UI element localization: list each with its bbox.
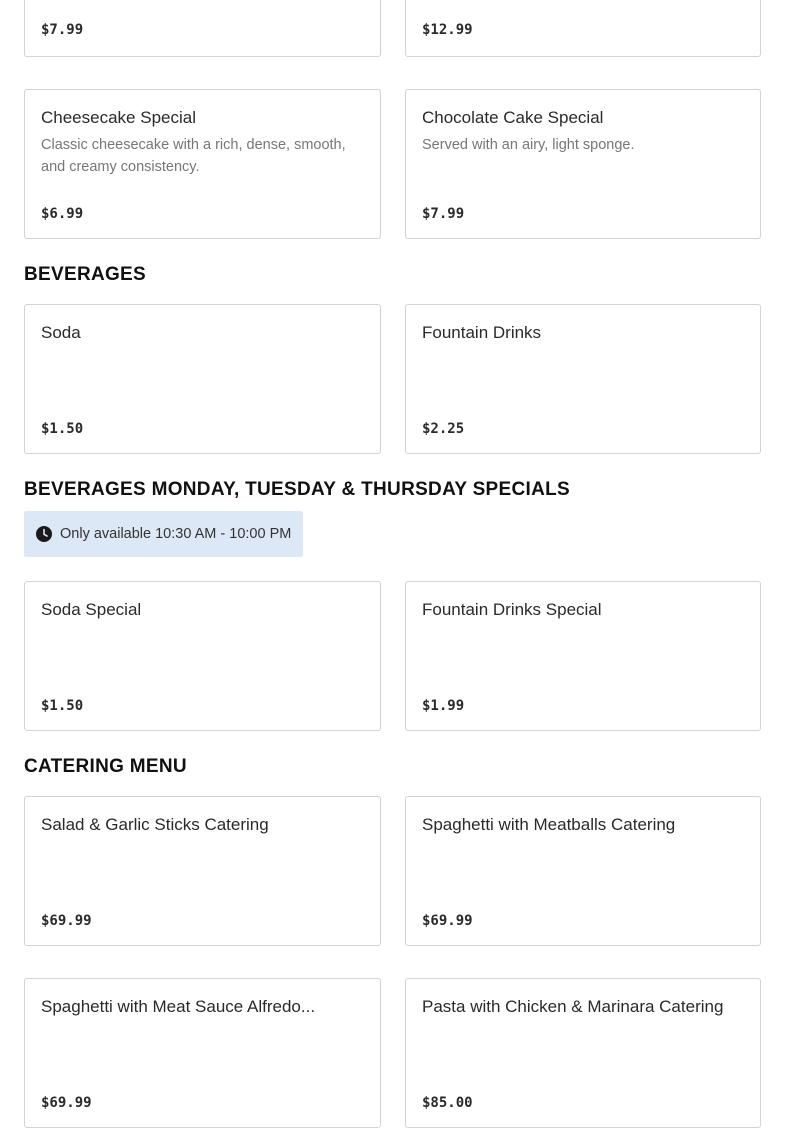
- menu-grid-desserts: [24, 89, 761, 239]
- section-title-beverages: BEVERAGES: [24, 264, 147, 285]
- clock-icon: [36, 526, 52, 542]
- menu-item-price: $69.99: [41, 1095, 92, 1111]
- menu-item-price: $1.50: [41, 421, 84, 437]
- availability-text: Only available 10:30 AM - 10:00 PM: [60, 526, 292, 542]
- menu-item-price: $1.99: [422, 698, 465, 714]
- menu-content: [24, 0, 761, 1128]
- section-title-beverages-specials: BEVERAGES MONDAY, TUESDAY & THURSDAY SPECIALS: [24, 479, 570, 500]
- menu-grid-beverages-specials: [24, 581, 761, 731]
- menu-item-card[interactable]: [405, 89, 761, 239]
- menu-item-name: Chocolate Cake Special: [422, 108, 604, 127]
- menu-item-price: $69.99: [422, 913, 473, 929]
- menu-item-name: Salad & Garlic Sticks Catering: [41, 815, 269, 834]
- menu-item-card[interactable]: [24, 796, 381, 946]
- menu-item-name: Soda: [41, 323, 81, 342]
- menu-item-name: Spaghetti with Meat Sauce Alfredo...: [41, 997, 316, 1016]
- menu-item-price: $1.50: [41, 698, 84, 714]
- menu-item-description: Served with an airy, light sponge.: [422, 137, 635, 153]
- section-title-catering: CATERING MENU: [24, 756, 187, 777]
- menu-item-name: Fountain Drinks: [422, 323, 542, 342]
- menu-grid-beverages: [24, 304, 761, 454]
- menu-item-card[interactable]: [24, 304, 381, 454]
- menu-item-card[interactable]: [24, 581, 381, 731]
- menu-item-name: Fountain Drinks Special: [422, 600, 602, 619]
- menu-item-card[interactable]: [405, 978, 761, 1128]
- menu-grid-catering: [24, 796, 761, 1128]
- menu-item-name: Spaghetti with Meatballs Catering: [422, 815, 676, 834]
- availability-badge: [24, 511, 303, 557]
- menu-item-card[interactable]: [405, 304, 761, 454]
- menu-item-price: $6.99: [41, 206, 84, 222]
- menu-item-name: Cheesecake Special: [41, 108, 196, 127]
- menu-item-price: $2.25: [422, 421, 465, 437]
- menu-item-name: Pasta with Chicken & Marinara Catering: [422, 997, 724, 1016]
- menu-item-card[interactable]: [405, 581, 761, 731]
- menu-item-card[interactable]: [405, 796, 761, 946]
- menu-item-price: $69.99: [41, 913, 92, 929]
- menu-item-name: Soda Special: [41, 600, 142, 619]
- menu-item-description: Classic cheesecake with a rich, dense, smooth, and creamy consistency.: [41, 137, 346, 175]
- menu-item-card[interactable]: [405, 0, 761, 57]
- menu-item-card[interactable]: [24, 978, 381, 1128]
- menu-grid-desserts-top: [24, 0, 761, 57]
- menu-item-price: $85.00: [422, 1095, 473, 1111]
- menu-item-card[interactable]: [24, 0, 381, 57]
- menu-item-card[interactable]: [24, 89, 381, 239]
- menu-item-price: $7.99: [422, 206, 465, 222]
- menu-item-price: $7.99: [41, 22, 84, 38]
- menu-item-price: $12.99: [422, 22, 473, 38]
